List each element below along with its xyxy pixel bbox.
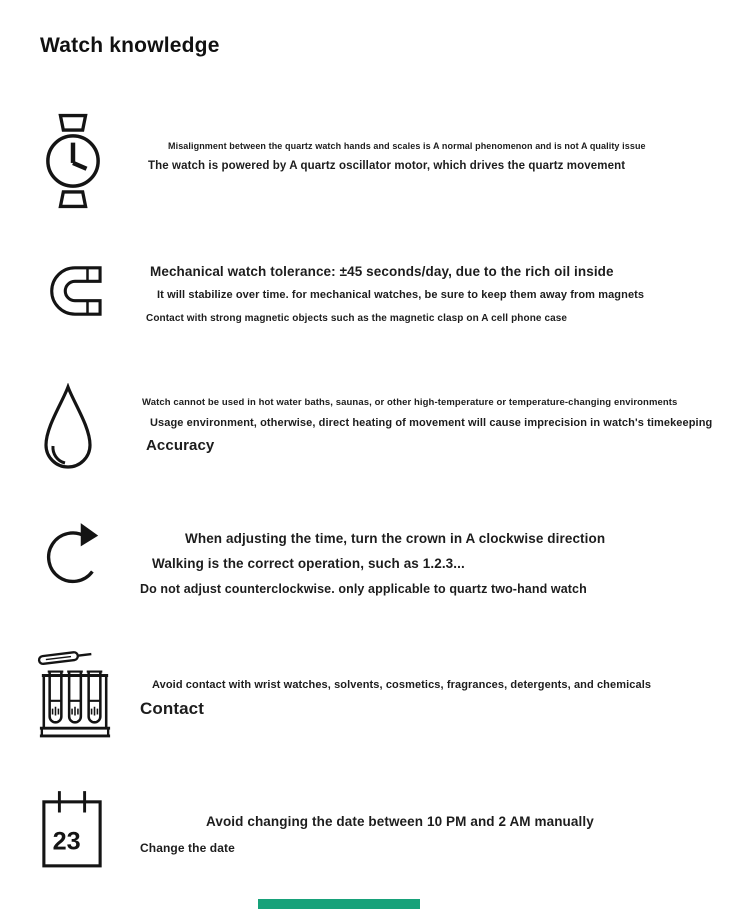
section-text-line: Misalignment between the quartz watch hands and scales is A normal phenomenon and is not A quality issue	[168, 141, 646, 151]
section-text	[130, 531, 605, 597]
section-text-line: Avoid contact with wrist watches, solvents, cosmetics, fragrances, detergents, and chemicals	[152, 679, 652, 691]
water-drop-icon	[40, 383, 96, 484]
section-text-line: It will stabilize over time. for mechanical watches, be sure to keep them away from magnets	[157, 288, 645, 301]
section-text	[130, 814, 594, 856]
section-text	[130, 397, 712, 455]
section-text	[130, 141, 646, 174]
section-text-line: Avoid changing the date between 10 PM and 2 AM manually	[206, 814, 594, 829]
section-text-line: Walking is the correct operation, such as 1.2.3...	[152, 555, 465, 571]
calendar-day-number: 23	[52, 827, 81, 856]
section-text-line: Usage environment, otherwise, direct heating of movement will cause imprecision in watch's timekeeping	[150, 416, 713, 429]
test-tubes-icon	[36, 646, 114, 749]
clockwise-arrow-icon	[42, 519, 104, 598]
footer-accent-rect	[258, 899, 420, 909]
calendar-icon	[40, 788, 104, 875]
watch-icon	[44, 112, 102, 215]
section-text-line: Watch cannot be used in hot water baths, saunas, or other high-temperature or temperature-changing environments	[142, 397, 678, 408]
section-text-line: Mechanical watch tolerance: ±45 seconds/day, due to the rich oil inside	[150, 264, 614, 279]
section-text-line: Change the date	[140, 840, 235, 855]
section-text	[130, 264, 644, 325]
section-text-line: Contact with strong magnetic objects such as the magnetic clasp on A cell phone case	[146, 312, 568, 324]
magnet-icon	[42, 262, 104, 325]
section-text-line: Do not adjust counterclockwise. only applicable to quartz two-hand watch	[140, 581, 587, 596]
footer-accent-bar	[258, 899, 420, 909]
section-text-line: When adjusting the time, turn the crown in A clockwise direction	[185, 531, 606, 546]
section-heading: Contact	[140, 698, 204, 718]
section-heading: Accuracy	[146, 436, 215, 454]
section-text-line: The watch is powered by A quartz oscillator motor, which drives the quartz movement	[148, 160, 626, 173]
section-text	[130, 679, 651, 719]
page-title: Watch knowledge	[40, 34, 220, 57]
